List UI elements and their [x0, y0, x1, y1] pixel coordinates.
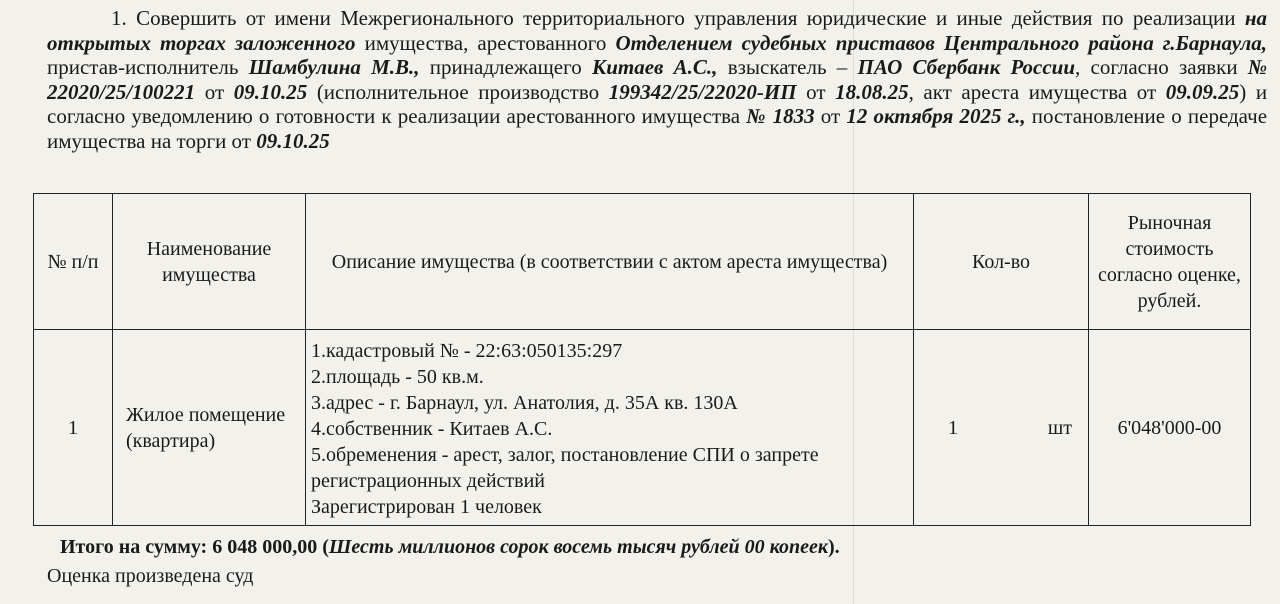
assessment-note: Оценка произведена суд	[47, 565, 254, 587]
notice-number: № 1833	[746, 104, 815, 128]
intro-paragraph	[47, 6, 1267, 153]
intro-text: ) и согласно уведомлению о готовности к реализации арестованного имущества	[47, 79, 1268, 128]
description-line: 2.площадь - 50 кв.м.	[311, 365, 484, 388]
bailiff-office: Отделением судебных приставов Центрального района г.Барнаула,	[615, 30, 1268, 55]
property-table	[33, 193, 1251, 526]
arrest-date: 09.09.25	[1165, 79, 1240, 104]
header-number: № п/п	[34, 194, 113, 330]
intro-text: от	[806, 79, 826, 104]
table-row	[34, 330, 1251, 526]
claimant-name: ПАО Сбербанк России	[857, 55, 1076, 79]
intro-text: Совершить от имени Межрегионального территориального управления юридические и иные действия по реализации	[136, 6, 1236, 30]
intro-text: , согласно заявки	[1075, 55, 1238, 79]
description-line: 4.собственник - Китаев А.С.	[311, 417, 553, 440]
intro-text: принадлежащего	[429, 55, 582, 79]
description-line: 3.адрес - г. Барнаул, ул. Анатолия, д. 35А кв. 130А	[311, 391, 738, 414]
description-line: 1.кадастровый № - 22:63:050135:297	[311, 339, 623, 362]
row-property-name: Жилое помещение (квартира)	[113, 330, 306, 526]
intro-text: взыскатель –	[727, 55, 848, 79]
proceeding-number: 199342/25/22020-ИП	[608, 79, 797, 104]
row-price: 6'048'000-00	[1089, 330, 1251, 526]
total-sum	[60, 536, 840, 559]
table-header-row	[34, 194, 1251, 330]
quantity-value: 1	[948, 416, 958, 439]
quantity-unit: шт	[1047, 416, 1072, 439]
row-quantity	[914, 330, 1089, 526]
total-words: Шесть миллионов сорок восемь тысяч рублей 00 копеек	[328, 536, 828, 558]
header-description: Описание имущества (в соответствии с актом ареста имущества)	[306, 194, 914, 330]
request-number: № 22020/25/100221	[47, 55, 1268, 104]
total-prefix: Итого на сумму: 6 048 000,00 (	[60, 536, 329, 558]
header-price: Рыночная стоимость согласно оценке, рублей.	[1089, 194, 1251, 330]
intro-text: (исполнительное производство	[316, 79, 600, 104]
intro-bold: на открытых торгах заложенного	[47, 6, 1268, 55]
header-quantity: Кол-во	[914, 194, 1089, 330]
intro-text: пристав-исполнитель	[47, 55, 239, 79]
bailiff-name: Шамбулина М.В.,	[248, 55, 420, 79]
request-date: 09.10.25	[233, 79, 308, 104]
description-line: 5.обременения - арест, залог, постановление СПИ о запрете регистрационных действий	[311, 443, 819, 492]
intro-text: от	[820, 104, 841, 128]
total-suffix: ).	[828, 536, 840, 558]
row-description	[306, 330, 914, 526]
owner-name: Китаев А.С.,	[591, 55, 718, 79]
proceeding-date: 18.08.25	[835, 79, 909, 104]
notice-date: 12 октября 2025 г.,	[846, 104, 1026, 128]
header-name: Наименование имущества	[113, 194, 306, 330]
description-line: Зарегистрирован 1 человек	[311, 495, 542, 518]
transfer-date: 09.10.25	[256, 128, 330, 153]
intro-text: , акт ареста имущества от	[908, 79, 1157, 104]
intro-text: постановление о передаче имущества на торги от	[47, 104, 1268, 153]
intro-text: от	[204, 79, 225, 104]
item-number: 1.	[111, 6, 127, 30]
intro-text: имущества, арестованного	[364, 30, 607, 55]
row-number: 1	[34, 330, 113, 526]
